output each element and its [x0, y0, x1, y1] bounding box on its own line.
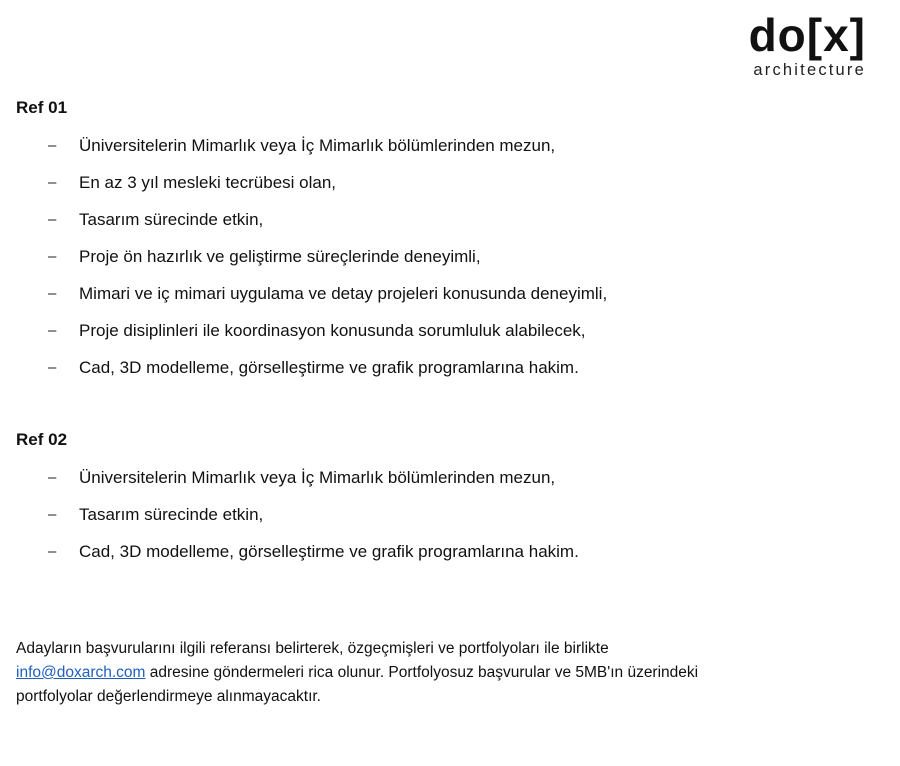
ref-01-heading: Ref 01 [16, 98, 68, 117]
list-item [16, 283, 876, 320]
list-item [16, 246, 876, 283]
list-item-text: En az 3 yıl mesleki tecrübesi olan, [79, 173, 337, 192]
list-item-text: Tasarım sürecinde etkin, [79, 505, 264, 524]
dash-bullet-icon: – [48, 322, 57, 339]
list-item [16, 135, 876, 172]
list-item [16, 357, 876, 394]
application-instructions [16, 637, 876, 709]
list-item-text: Üniversitelerin Mimarlık veya İç Mimarlık bölümlerinden mezun, [79, 468, 556, 487]
list-item-text: Proje ön hazırlık ve geliştirme süreçlerinde deneyimli, [79, 247, 481, 266]
ref-02-list [16, 467, 876, 578]
dash-bullet-icon: – [48, 174, 57, 191]
dash-bullet-icon: – [48, 359, 57, 376]
list-item-text: Tasarım sürecinde etkin, [79, 210, 264, 229]
ref-01-list [16, 135, 876, 394]
dash-bullet-icon: – [48, 211, 57, 228]
list-item-text: Mimari ve iç mimari uygulama ve detay projeleri konusunda deneyimli, [79, 284, 608, 303]
list-item-text: Proje disiplinleri ile koordinasyon konusunda sorumluluk alabilecek, [79, 321, 586, 340]
list-item [16, 320, 876, 357]
ref-02-section [16, 429, 876, 578]
list-item-text: Üniversitelerin Mimarlık veya İç Mimarlık bölümlerinden mezun, [79, 136, 556, 155]
ref-02-heading: Ref 02 [16, 430, 68, 449]
instructions-line-2 [16, 661, 876, 685]
logo-wordmark: do[x] [748, 9, 866, 61]
list-item-text: Cad, 3D modelleme, görselleştirme ve grafik programlarına hakim. [79, 542, 579, 561]
dash-bullet-icon: – [48, 137, 57, 154]
instructions-line-2-text: adresine göndermeleri rica olunur. Portfolyosuz başvurular ve 5MB'ın üzerindeki [145, 664, 699, 681]
ref-01-section [16, 97, 876, 394]
company-logo [726, 8, 866, 80]
list-item [16, 209, 876, 246]
dash-bullet-icon: – [48, 285, 57, 302]
instructions-line-3: portfolyolar değerlendirmeye alınmayacaktır. [16, 688, 321, 705]
instructions-line-1: Adayların başvurularını ilgili referansı belirterek, özgeçmişleri ve portfolyoları ile birlikte [16, 640, 609, 657]
list-item [16, 541, 876, 578]
list-item [16, 504, 876, 541]
list-item [16, 467, 876, 504]
dash-bullet-icon: – [48, 506, 57, 523]
dash-bullet-icon: – [48, 248, 57, 265]
dash-bullet-icon: – [48, 543, 57, 560]
dash-bullet-icon: – [48, 469, 57, 486]
logo-tagline: architecture [753, 61, 866, 79]
list-item-text: Cad, 3D modelleme, görselleştirme ve grafik programlarına hakim. [79, 358, 579, 377]
email-link[interactable]: info@doxarch.com [16, 664, 146, 681]
list-item [16, 172, 876, 209]
